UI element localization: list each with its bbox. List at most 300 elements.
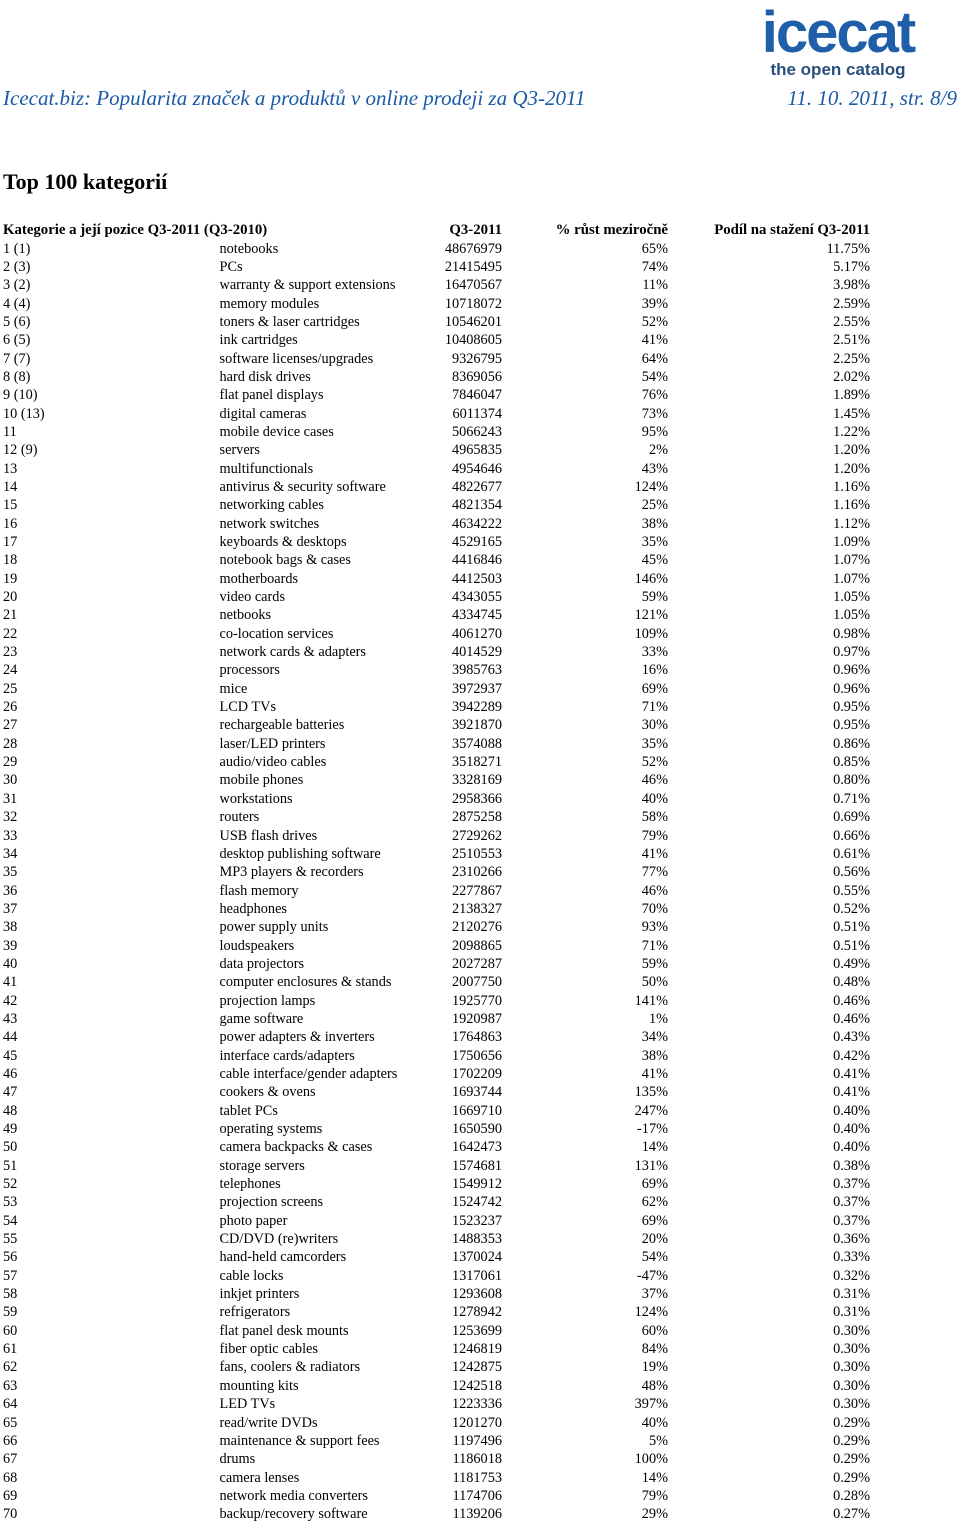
cell-q3-value: 2138327 [451, 900, 502, 917]
cell-q3-value: 4343055 [451, 589, 502, 606]
cell-share: 0.30% [833, 1396, 870, 1413]
table-row [3, 790, 870, 808]
cell-q3-value: 2098865 [451, 937, 502, 954]
cell-q3-value: 1523237 [451, 1212, 502, 1229]
cell-share: 0.28% [833, 1487, 870, 1504]
cell-share: 2.25% [833, 350, 870, 367]
table-row [3, 845, 870, 863]
cell-share: 0.66% [833, 827, 870, 844]
cell-growth: 109% [634, 625, 668, 642]
header-category: Kategorie a její pozice Q3-2011 (Q3-2010) [3, 222, 268, 239]
cell-share: 0.97% [833, 644, 870, 661]
cell-q3-value: 3985763 [451, 662, 502, 679]
cell-growth: 37% [641, 1286, 668, 1303]
cell-position: 16 [3, 515, 18, 532]
table-row [3, 1157, 870, 1175]
cell-category: projection lamps [219, 992, 316, 1009]
cell-position: 55 [3, 1231, 18, 1248]
cell-growth: 39% [641, 295, 668, 312]
cell-growth: 14% [641, 1139, 668, 1156]
table-row [3, 1248, 870, 1266]
cell-q3-value: 1764863 [451, 1029, 502, 1046]
cell-q3-value: 1223336 [451, 1396, 502, 1413]
cell-q3-value: 2120276 [451, 919, 502, 936]
cell-growth: 19% [641, 1359, 668, 1376]
cell-category: photo paper [219, 1212, 288, 1229]
section-title: Top 100 kategorií [3, 169, 168, 194]
cell-share: 0.41% [833, 1065, 870, 1082]
cell-category: PCs [219, 258, 243, 275]
cell-share: 0.95% [833, 717, 870, 734]
cell-growth: 79% [641, 827, 668, 844]
cell-position: 54 [3, 1212, 18, 1229]
cell-position: 13 [3, 460, 18, 477]
table-row [3, 661, 870, 679]
cell-category: power supply units [219, 919, 329, 936]
cell-position: 9 (10) [3, 387, 38, 404]
cell-share: 1.09% [833, 534, 870, 551]
cell-q3-value: 9326795 [451, 350, 502, 367]
table-row [3, 716, 870, 734]
cell-share: 0.98% [833, 625, 870, 642]
cell-category: servers [219, 442, 260, 459]
cell-position: 23 [3, 644, 18, 661]
cell-position: 26 [3, 699, 18, 716]
cell-position: 3 (2) [3, 277, 31, 294]
cell-q3-value: 1920987 [451, 1010, 502, 1027]
cell-category: notebooks [219, 240, 279, 257]
cell-growth: 93% [641, 919, 668, 936]
cell-growth: 95% [641, 423, 668, 440]
cell-position: 53 [3, 1194, 18, 1211]
table-row [3, 1193, 870, 1211]
cell-category: digital cameras [219, 405, 307, 422]
header-date-page: 11. 10. 2011, str. 8/9 [787, 86, 957, 110]
cell-position: 59 [3, 1304, 18, 1321]
cell-position: 49 [3, 1121, 18, 1138]
cell-share: 0.29% [833, 1451, 870, 1468]
cell-position: 32 [3, 809, 18, 826]
cell-growth: 20% [641, 1231, 668, 1248]
cell-category: software licenses/upgrades [219, 350, 374, 367]
cell-share: 0.52% [833, 900, 870, 917]
cell-category: networking cables [219, 497, 324, 514]
cell-category: LCD TVs [219, 699, 277, 716]
table-row [3, 1065, 870, 1083]
cell-growth: 41% [641, 1065, 668, 1082]
table-row [3, 808, 870, 826]
cell-q3-value: 2027287 [451, 955, 502, 972]
table-row [3, 496, 870, 514]
cell-category: audio/video cables [219, 754, 327, 771]
cell-q3-value: 2007750 [451, 974, 502, 991]
cell-growth: -47% [637, 1267, 668, 1284]
page-header [3, 85, 957, 111]
header-growth: % růst meziročně [555, 222, 668, 239]
cell-share: 2.55% [833, 313, 870, 330]
cell-q3-value: 2729262 [451, 827, 502, 844]
cell-category: notebook bags & cases [219, 552, 351, 569]
cell-position: 29 [3, 754, 18, 771]
cell-share: 0.51% [833, 919, 870, 936]
header-title: Icecat.biz: Popularita značek a produktů v online prodeji za Q3-2011 [3, 86, 586, 110]
cell-share: 0.36% [833, 1231, 870, 1248]
cell-growth: 40% [641, 1414, 668, 1431]
table-row [3, 1432, 870, 1450]
cell-position: 61 [3, 1341, 18, 1358]
table-row [3, 1285, 870, 1303]
cell-growth: 60% [641, 1322, 668, 1339]
cell-category: netbooks [219, 607, 272, 624]
cell-category: CD/DVD (re)writers [219, 1231, 339, 1248]
cell-share: 1.20% [833, 460, 870, 477]
cell-position: 50 [3, 1139, 18, 1156]
cell-q3-value: 7846047 [451, 387, 502, 404]
cell-position: 15 [3, 497, 18, 514]
cell-q3-value: 4416846 [451, 552, 502, 569]
cell-share: 5.17% [833, 258, 870, 275]
cell-share: 0.46% [833, 1010, 870, 1027]
cell-category: workstations [219, 790, 293, 807]
cell-position: 41 [3, 974, 18, 991]
cell-q3-value: 4821354 [451, 497, 502, 514]
cell-share: 1.07% [833, 570, 870, 587]
cell-share: 0.30% [833, 1359, 870, 1376]
table-row [3, 570, 870, 588]
cell-category: video cards [219, 589, 286, 606]
cell-q3-value: 1549912 [451, 1176, 502, 1193]
cell-category: toners & laser cartridges [219, 313, 360, 330]
cell-q3-value: 1488353 [451, 1231, 502, 1248]
cell-growth: 35% [641, 735, 668, 752]
cell-growth: 247% [634, 1102, 668, 1119]
cell-position: 18 [3, 552, 18, 569]
cell-q3-value: 4014529 [451, 644, 502, 661]
cell-share: 0.51% [833, 937, 870, 954]
cell-growth: 29% [641, 1506, 668, 1523]
table-row [3, 331, 870, 349]
table-row [3, 863, 870, 881]
cell-growth: 74% [641, 258, 668, 275]
cell-position: 14 [3, 478, 18, 495]
cell-growth: 38% [641, 515, 668, 532]
cell-growth: 52% [641, 313, 668, 330]
table-row [3, 881, 870, 899]
cell-q3-value: 5066243 [451, 423, 502, 440]
cell-category: loudspeakers [219, 937, 295, 954]
cell-q3-value: 3942289 [451, 699, 502, 716]
table-row [3, 753, 870, 771]
cell-growth: 84% [641, 1341, 668, 1358]
table-row [3, 1340, 870, 1358]
cell-share: 1.07% [833, 552, 870, 569]
cell-share: 1.05% [833, 589, 870, 606]
cell-category: game software [219, 1010, 304, 1027]
table-row [3, 313, 870, 331]
cell-growth: 76% [641, 387, 668, 404]
cell-growth: 69% [641, 1212, 668, 1229]
table-row [3, 1450, 870, 1468]
cell-category: cookers & ovens [219, 1084, 316, 1101]
cell-q3-value: 3574088 [451, 735, 502, 752]
cell-growth: 62% [641, 1194, 668, 1211]
cell-share: 0.55% [833, 882, 870, 899]
table-row [3, 239, 870, 257]
cell-category: multifunctionals [219, 460, 314, 477]
cell-q3-value: 4634222 [451, 515, 502, 532]
cell-category: operating systems [219, 1121, 323, 1138]
cell-position: 36 [3, 882, 18, 899]
cell-share: 11.75% [826, 240, 870, 257]
cell-growth: 38% [641, 1047, 668, 1064]
cell-category: cable interface/gender adapters [219, 1065, 398, 1082]
cell-q3-value: 48676979 [444, 240, 502, 257]
cell-growth: 65% [641, 240, 668, 257]
cell-category: telephones [219, 1176, 281, 1193]
cell-position: 58 [3, 1286, 18, 1303]
cell-growth: 69% [641, 680, 668, 697]
cell-category: memory modules [219, 295, 320, 312]
cell-category: USB flash drives [219, 827, 318, 844]
categories-table [3, 221, 870, 1523]
cell-q3-value: 3328169 [451, 772, 502, 789]
cell-position: 22 [3, 625, 18, 642]
cell-growth: 30% [641, 717, 668, 734]
cell-category: network media converters [219, 1487, 368, 1504]
cell-growth: 14% [641, 1469, 668, 1486]
table-row [3, 735, 870, 753]
table-row [3, 1028, 870, 1046]
cell-q3-value: 1278942 [451, 1304, 502, 1321]
cell-share: 1.12% [833, 515, 870, 532]
table-row [3, 643, 870, 661]
cell-position: 45 [3, 1047, 18, 1064]
cell-q3-value: 1524742 [451, 1194, 502, 1211]
cell-growth: 59% [641, 955, 668, 972]
table-row [3, 1230, 870, 1248]
cell-growth: 48% [641, 1377, 668, 1394]
cell-share: 0.37% [833, 1176, 870, 1193]
cell-growth: 25% [641, 497, 668, 514]
cell-growth: 70% [641, 900, 668, 917]
cell-share: 0.71% [833, 790, 870, 807]
cell-position: 46 [3, 1065, 18, 1082]
cell-category: desktop publishing software [219, 845, 381, 862]
table-row [3, 680, 870, 698]
cell-share: 0.48% [833, 974, 870, 991]
cell-growth: 34% [641, 1029, 668, 1046]
cell-position: 63 [3, 1377, 18, 1394]
cell-category: data projectors [219, 955, 305, 972]
table-row [3, 551, 870, 569]
table-header-row [3, 221, 870, 239]
cell-growth: 121% [634, 607, 668, 624]
cell-growth: 397% [634, 1396, 668, 1413]
cell-share: 0.32% [833, 1267, 870, 1284]
cell-position: 35 [3, 864, 18, 881]
cell-position: 28 [3, 735, 18, 752]
cell-q3-value: 4529165 [451, 534, 502, 551]
cell-share: 1.05% [833, 607, 870, 624]
cell-share: 0.43% [833, 1029, 870, 1046]
cell-position: 12 (9) [3, 442, 38, 459]
cell-q3-value: 1693744 [451, 1084, 502, 1101]
table-row [3, 991, 870, 1009]
table-row [3, 973, 870, 991]
cell-position: 56 [3, 1249, 18, 1266]
cell-growth: 46% [641, 882, 668, 899]
cell-position: 43 [3, 1010, 18, 1027]
cell-q3-value: 1242518 [451, 1377, 502, 1394]
cell-share: 0.31% [833, 1304, 870, 1321]
cell-q3-value: 21415495 [444, 258, 502, 275]
table-row [3, 918, 870, 936]
table-row [3, 1138, 870, 1156]
cell-position: 64 [3, 1396, 18, 1413]
table-row [3, 1175, 870, 1193]
cell-growth: 41% [641, 332, 668, 349]
cell-position: 33 [3, 827, 18, 844]
cell-category: cable locks [219, 1267, 284, 1284]
cell-q3-value: 10718072 [444, 295, 502, 312]
cell-share: 0.85% [833, 754, 870, 771]
table-row [3, 515, 870, 533]
cell-category: flat panel displays [219, 387, 324, 404]
cell-category: hand-held camcorders [219, 1249, 347, 1266]
cell-q3-value: 4061270 [451, 625, 502, 642]
table-row [3, 294, 870, 312]
table-row [3, 1120, 870, 1138]
cell-position: 60 [3, 1322, 18, 1339]
cell-category: refrigerators [219, 1304, 291, 1321]
cell-q3-value: 1370024 [451, 1249, 502, 1266]
cell-category: computer enclosures & stands [219, 974, 392, 991]
table-row [3, 1413, 870, 1431]
cell-category: laser/LED printers [219, 735, 326, 752]
cell-share: 0.31% [833, 1286, 870, 1303]
cell-position: 24 [3, 662, 18, 679]
cell-growth: 5% [648, 1432, 668, 1449]
cell-growth: 124% [634, 478, 668, 495]
cell-share: 2.51% [833, 332, 870, 349]
cell-share: 1.16% [833, 478, 870, 495]
cell-category: power adapters & inverters [219, 1029, 375, 1046]
cell-share: 2.59% [833, 295, 870, 312]
cell-position: 51 [3, 1157, 18, 1174]
cell-growth: 35% [641, 534, 668, 551]
cell-position: 27 [3, 717, 18, 734]
cell-share: 0.30% [833, 1341, 870, 1358]
cell-growth: 79% [641, 1487, 668, 1504]
cell-position: 47 [3, 1084, 18, 1101]
cell-share: 1.89% [833, 387, 870, 404]
cell-position: 57 [3, 1267, 18, 1284]
cell-share: 0.80% [833, 772, 870, 789]
cell-growth: 2% [648, 442, 668, 459]
cell-q3-value: 4965835 [451, 442, 502, 459]
cell-share: 0.61% [833, 845, 870, 862]
table-row [3, 1303, 870, 1321]
cell-category: network cards & adapters [219, 644, 366, 661]
cell-share: 0.96% [833, 680, 870, 697]
table-row [3, 1487, 870, 1505]
table-row [3, 588, 870, 606]
cell-q3-value: 1642473 [451, 1139, 502, 1156]
cell-category: tablet PCs [219, 1102, 278, 1119]
cell-q3-value: 3921870 [451, 717, 502, 734]
cell-category: mobile device cases [219, 423, 334, 440]
cell-share: 0.69% [833, 809, 870, 826]
cell-category: flat panel desk mounts [219, 1322, 349, 1339]
cell-position: 10 (13) [3, 405, 45, 422]
cell-growth: 43% [641, 460, 668, 477]
cell-q3-value: 1201270 [451, 1414, 502, 1431]
cell-position: 66 [3, 1432, 18, 1449]
table-row [3, 404, 870, 422]
cell-category: camera backpacks & cases [219, 1139, 373, 1156]
cell-share: 1.20% [833, 442, 870, 459]
cell-position: 52 [3, 1176, 18, 1193]
cell-category: mice [219, 680, 248, 697]
cell-position: 25 [3, 680, 18, 697]
cell-share: 0.40% [833, 1102, 870, 1119]
cell-share: 0.96% [833, 662, 870, 679]
cell-position: 42 [3, 992, 18, 1009]
cell-category: interface cards/adapters [219, 1047, 355, 1064]
cell-q3-value: 2875258 [451, 809, 502, 826]
cell-position: 31 [3, 790, 18, 807]
cell-position: 44 [3, 1029, 18, 1046]
cell-q3-value: 4412503 [451, 570, 502, 587]
cell-growth: 40% [641, 790, 668, 807]
cell-position: 2 (3) [3, 258, 31, 275]
cell-position: 40 [3, 955, 18, 972]
table-row [3, 423, 870, 441]
cell-category: hard disk drives [219, 368, 311, 385]
cell-q3-value: 8369056 [451, 368, 502, 385]
cell-share: 0.30% [833, 1322, 870, 1339]
cell-category: mounting kits [219, 1377, 299, 1394]
cell-position: 20 [3, 589, 18, 606]
cell-growth: 141% [634, 992, 668, 1009]
cell-q3-value: 4822677 [451, 478, 502, 495]
logo-brand: icecat [761, 0, 915, 65]
cell-share: 0.29% [833, 1414, 870, 1431]
cell-category: flash memory [219, 882, 299, 899]
cell-q3-value: 1702209 [451, 1065, 502, 1082]
table-row [3, 1358, 870, 1376]
cell-q3-value: 1925770 [451, 992, 502, 1009]
cell-share: 0.33% [833, 1249, 870, 1266]
cell-q3-value: 1242875 [451, 1359, 502, 1376]
cell-category: maintenance & support fees [219, 1432, 380, 1449]
table-body [3, 239, 870, 1523]
table-row [3, 368, 870, 386]
cell-category: network switches [219, 515, 320, 532]
cell-q3-value: 3972937 [451, 680, 502, 697]
cell-position: 11 [3, 423, 17, 440]
table-row [3, 1046, 870, 1064]
cell-q3-value: 1186018 [452, 1451, 502, 1468]
cell-category: ink cartridges [219, 332, 298, 349]
cell-position: 65 [3, 1414, 18, 1431]
cell-growth: 64% [641, 350, 668, 367]
table-row [3, 936, 870, 954]
cell-q3-value: 1246819 [451, 1341, 502, 1358]
table-row [3, 386, 870, 404]
cell-q3-value: 2277867 [451, 882, 502, 899]
cell-q3-value: 1750656 [451, 1047, 502, 1064]
